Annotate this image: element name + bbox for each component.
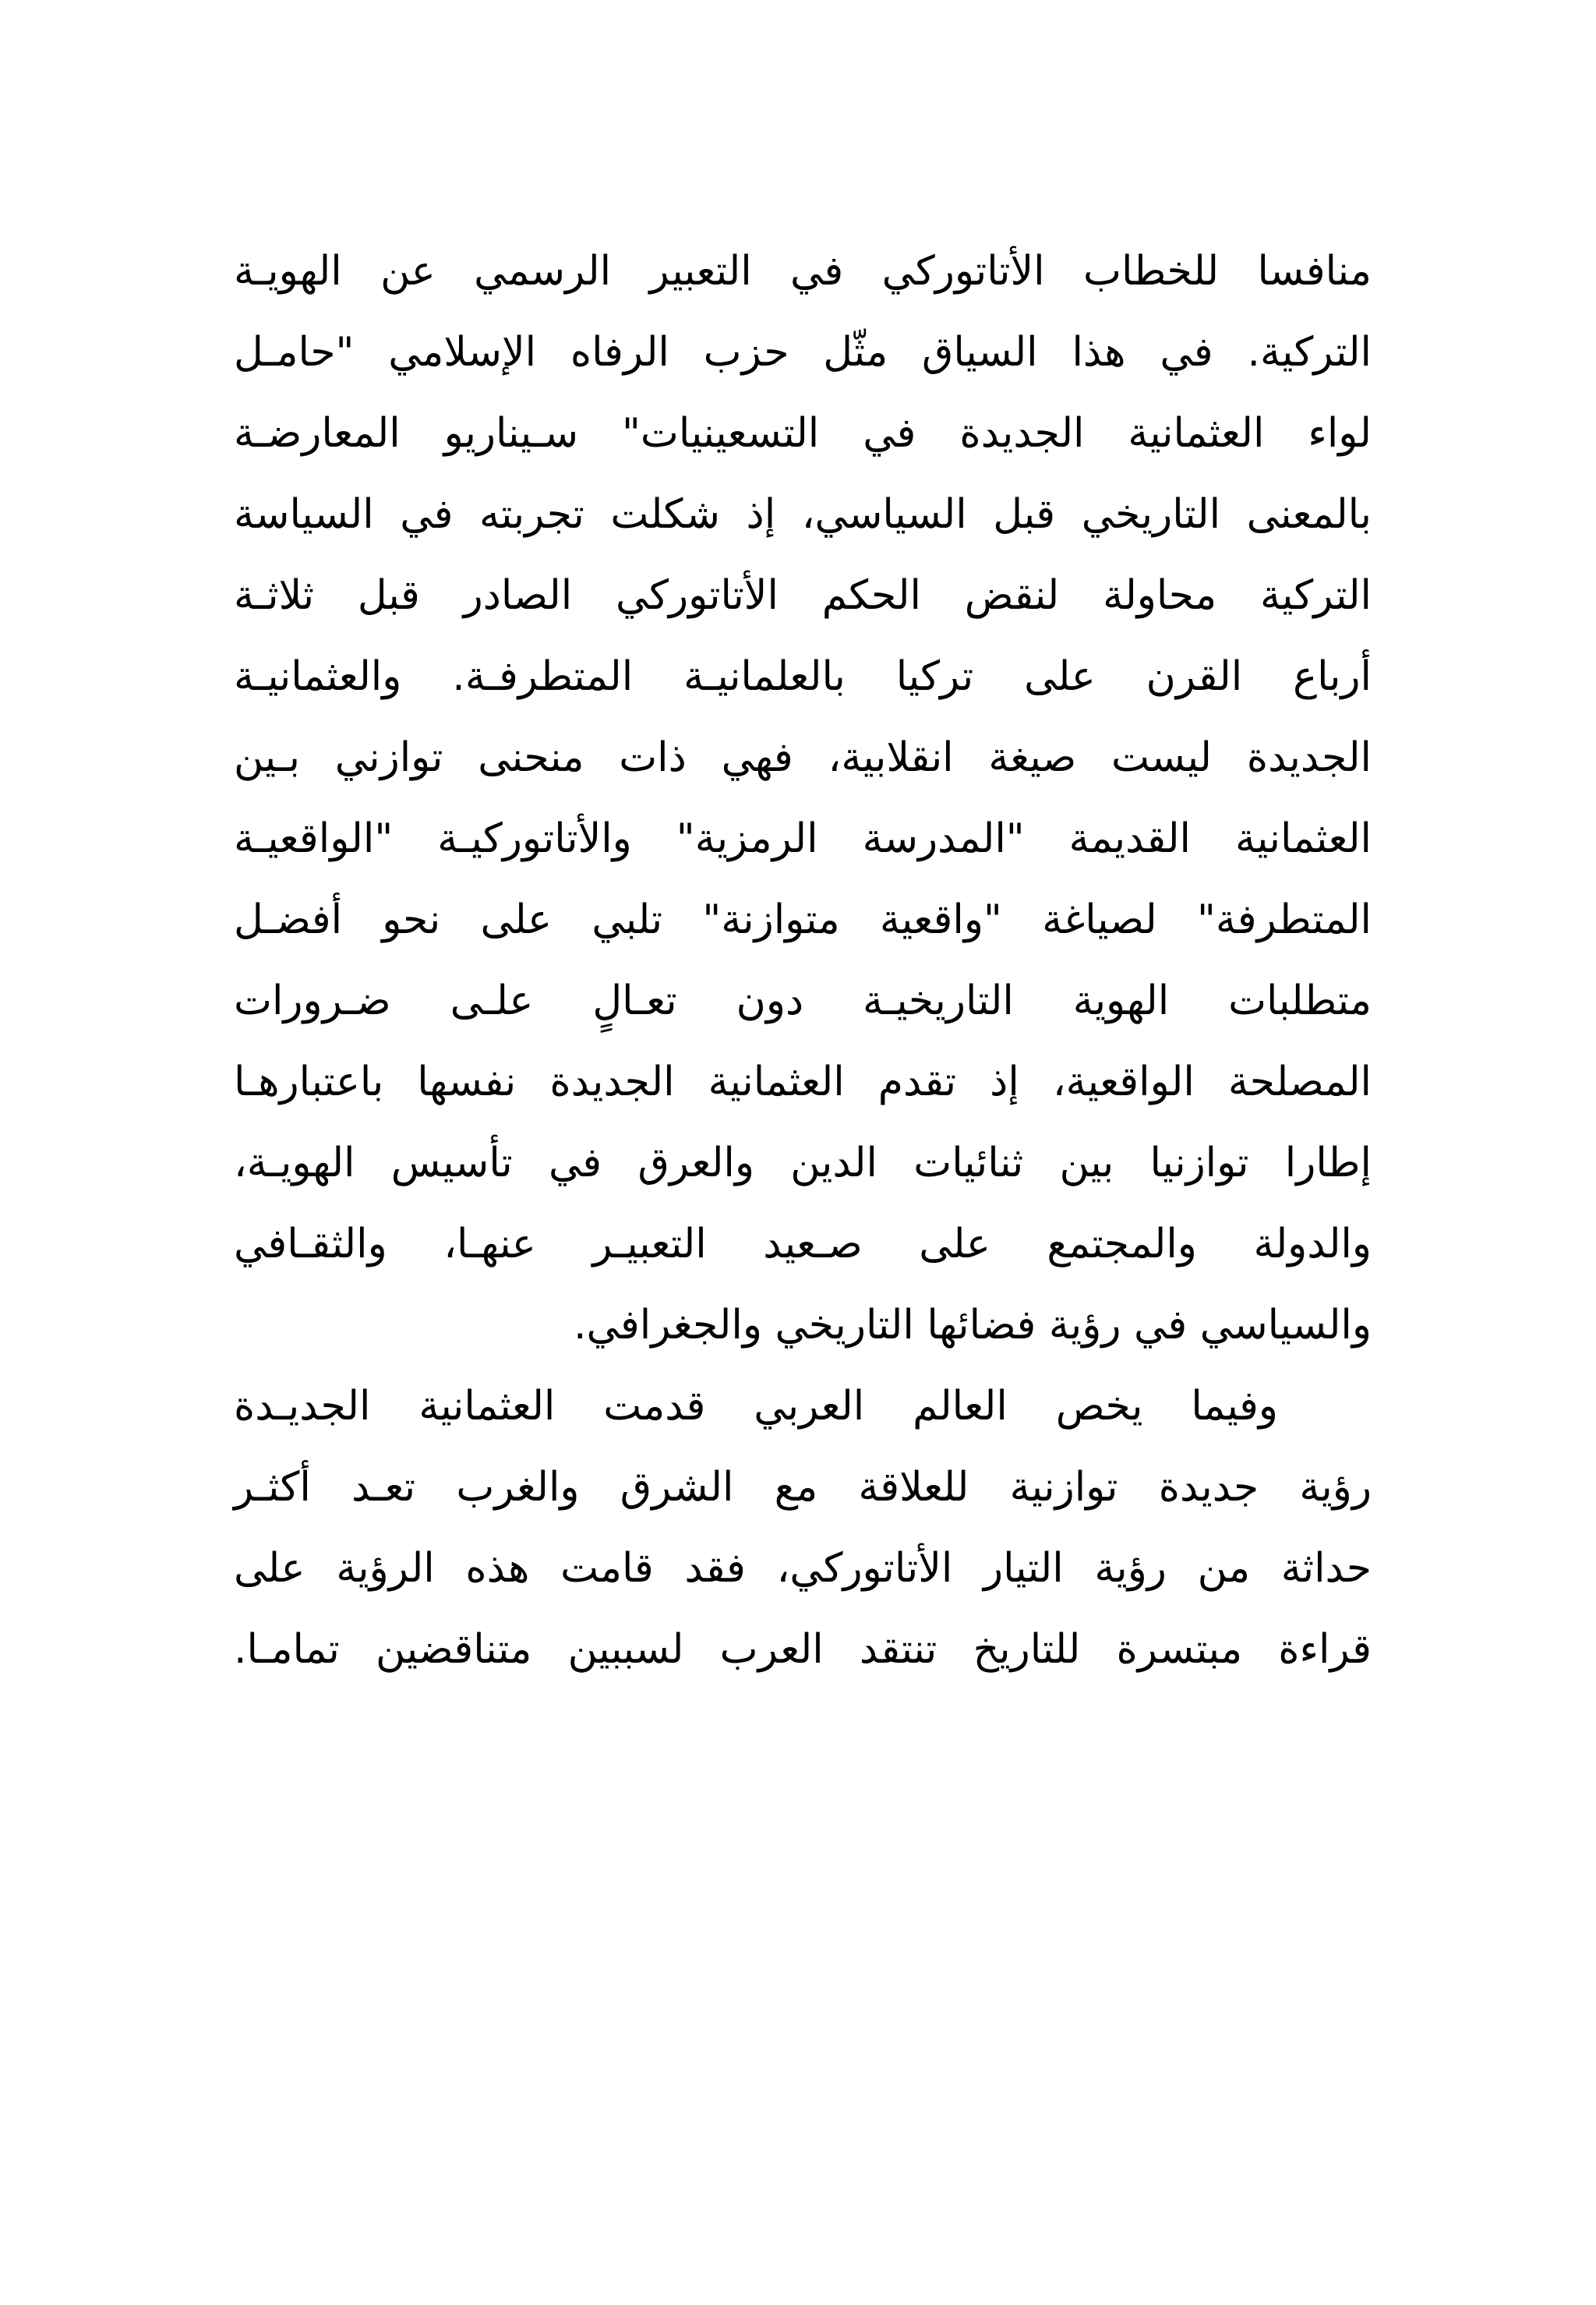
text-line: التركية. في هذا السياق مثّل حزب الرفاه الإسلامي "حامـل — [234, 329, 1372, 376]
text-line: والدولة والمجتمع على صـعيد التعبيـر عنهـا، والثقـافي — [234, 1221, 1372, 1267]
text-line: لواء العثمانية الجديدة في التسعينيات" سـيناريو المعارضـة — [234, 410, 1372, 457]
text-line: بالمعنى التاريخي قبل السياسي، إذ شكلت تجربته في السياسة — [234, 491, 1372, 538]
paragraph — [234, 1366, 1372, 1690]
text-line: وفيما يخص العالم العربي قدمت العثمانية الجديـدة — [234, 1383, 1278, 1430]
text-line: أرباع القرن على تركيا بالعلمانيـة المتطرفـة. والعثمانيـة — [234, 653, 1372, 700]
text-line: التركية محاولة لنقض الحكم الأتاتوركي الصادر قبل ثلاثـة — [234, 572, 1372, 619]
text-line: الجديدة ليست صيغة انقلابية، فهي ذات منحنى توازني بـين — [234, 734, 1372, 781]
text-line: حداثة من رؤية التيار الأتاتوركي، فقد قامت هذه الرؤية على — [234, 1545, 1372, 1592]
body-text — [234, 231, 1372, 1690]
text-line: رؤية جديدة توازنية للعلاقة مع الشرق والغرب تعـد أكثـر — [234, 1464, 1372, 1511]
text-line: منافسا للخطاب الأتاتوركي في التعبير الرسمي عن الهويـة — [234, 248, 1372, 295]
text-line: قراءة مبتسرة للتاريخ تنتقد العرب لسببين متناقضين تمامـا. — [234, 1626, 1372, 1673]
text-line: والسياسي في رؤية فضائها التاريخي والجغرافي. — [574, 1302, 1372, 1349]
text-line: المتطرفة" لصياغة "واقعية متوازنة" تلبي على نحو أفضـل — [234, 896, 1372, 943]
text-line: متطلبات الهوية التاريخيـة دون تعـالٍ علـى ضـرورات — [234, 978, 1372, 1024]
text-line: إطارا توازنيا بين ثنائيات الدين والعرق في تأسيس الهويـة، — [234, 1140, 1372, 1186]
paragraph — [234, 231, 1372, 1366]
text-line: العثمانية القديمة "المدرسة الرمزية" والأتاتوركيـة "الواقعيـة — [234, 815, 1372, 862]
text-line: المصلحة الواقعية، إذ تقدم العثمانية الجديدة نفسها باعتبارهـا — [234, 1059, 1372, 1105]
